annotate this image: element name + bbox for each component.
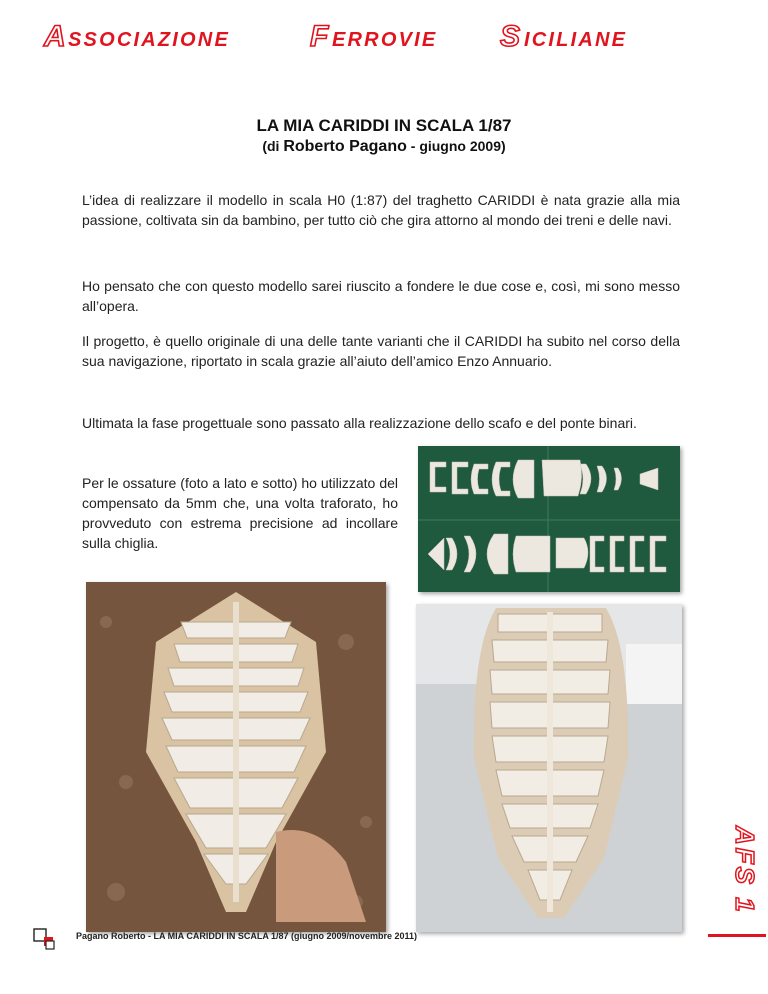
- paragraph-construction: Ultimata la fase progettuale sono passato alla realizzazione dello scafo e del ponte binari.: [82, 415, 637, 431]
- svg-text:F: F: [310, 20, 329, 53]
- svg-text:S: S: [500, 20, 521, 53]
- photo-keel-assembly: [86, 582, 386, 932]
- author-name: Roberto Pagano: [283, 138, 407, 155]
- document-title: LA MIA CARIDDI IN SCALA 1/87: [256, 116, 512, 135]
- svg-text:AFS 1: AFS 1: [730, 826, 760, 915]
- paragraph-project: Il progetto, è quello originale di una delle tante varianti che il CARIDDI ha subito nel corso della sua navigazione, riportato in scala grazie all’aiuto dell’amico Enzo Annuario.: [82, 333, 680, 369]
- footer-rule: [708, 934, 766, 937]
- afs-side-logo: [706, 822, 760, 940]
- association-logo: [40, 18, 680, 52]
- footer-caption: Pagano Roberto - LA MIA CARIDDI IN SCALA 1/87 (giugno 2009/novembre 2011): [76, 931, 418, 941]
- document-byline: [0, 138, 768, 156]
- paragraph-frames: Per le ossature (foto a lato e sotto) ho utilizzato del compensato da 5mm che, una volta traforato, ho provveduto con estrema precisione ad incollare sulla chiglia.: [82, 475, 398, 551]
- paragraph-idea: Ho pensato che con questo modello sarei riuscito a fondere le due cose e, così, mi sono messo all’opera.: [82, 278, 680, 314]
- svg-text:A: A: [44, 20, 68, 53]
- svg-text:SSOCIAZIONE: SSOCIAZIONE: [68, 29, 230, 51]
- byline-suffix: - giugno 2009): [406, 138, 506, 154]
- svg-text:ERROVIE: ERROVIE: [332, 29, 438, 51]
- squares-icon: [33, 928, 55, 950]
- paragraph-intro: L’idea di realizzare il modello in scala H0 (1:87) del traghetto CARIDDI è nata grazie alla mia passione, coltivata sin da bambino, per tutto ciò che gira attorno al mondo dei treni e delle navi.: [82, 192, 680, 228]
- photo-hull-frames: [418, 446, 680, 592]
- svg-text:ICILIANE: ICILIANE: [524, 29, 628, 51]
- byline-prefix: (di: [262, 138, 284, 154]
- photo-hull-structure: [416, 604, 682, 932]
